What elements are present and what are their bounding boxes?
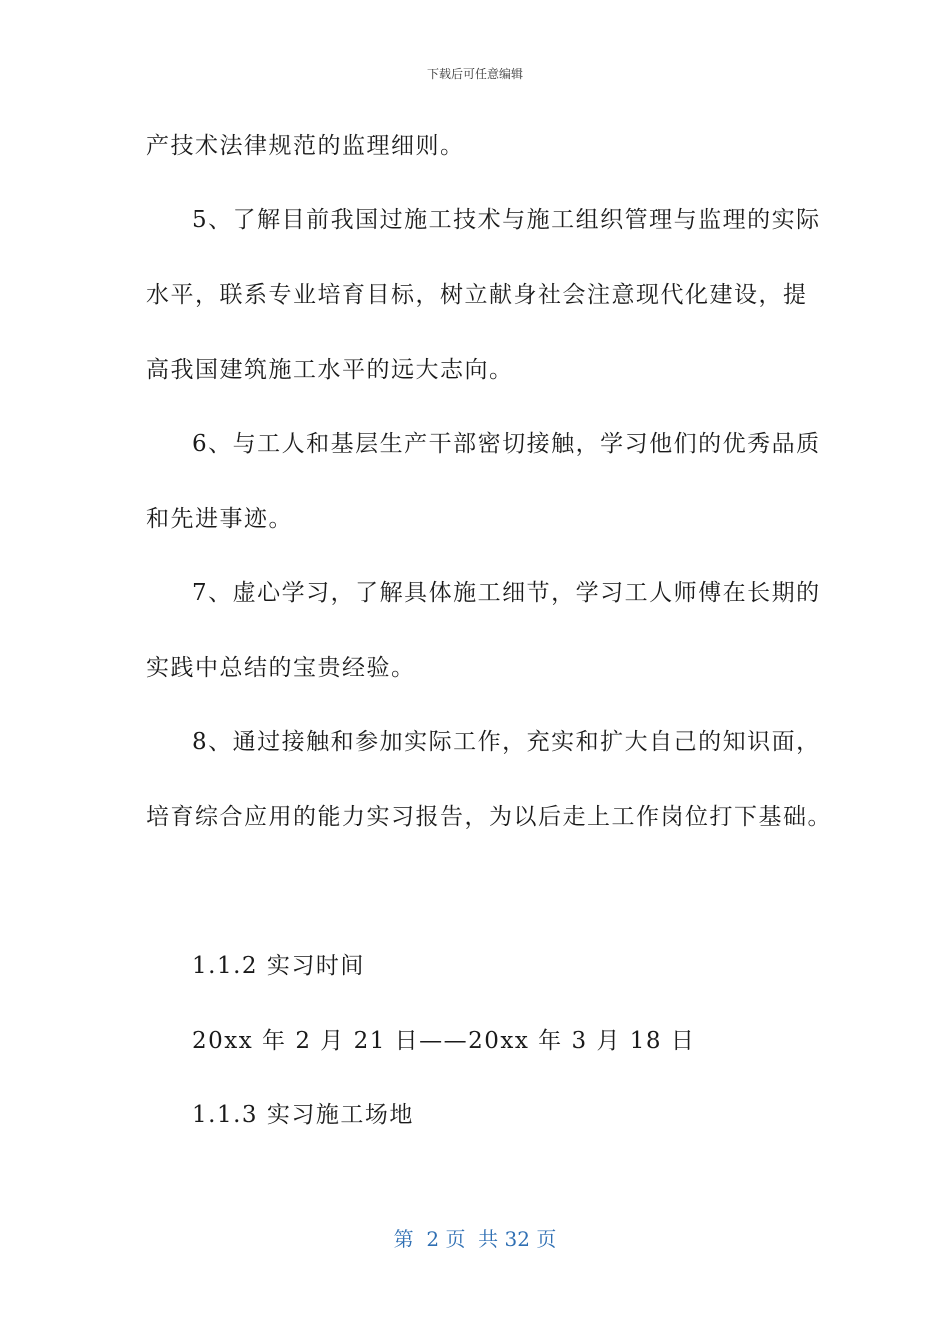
paragraph-line: 培育综合应用的能力实习报告，为以后走上工作岗位打下基础。 (146, 804, 832, 830)
paragraph-line: 高我国建筑施工水平的远大志向。 (146, 357, 514, 383)
paragraph-line: 水平，联系专业培育目标，树立献身社会注意现代化建设，提 (146, 282, 808, 308)
page-header-note: 下载后可任意编辑 (426, 67, 523, 81)
paragraph-line: 产技术法律规范的监理细则。 (146, 133, 465, 159)
internship-date-range: 20xx 年 2 月 21 日——20xx 年 3 月 18 日 (192, 1028, 696, 1054)
section-heading-internship-time: 1.1.2 实习时间 (192, 953, 365, 979)
section-heading-internship-site: 1.1.3 实习施工场地 (192, 1102, 414, 1128)
paragraph-line: 5、了解目前我国过施工技术与施工组织管理与监理的实际 (192, 207, 821, 233)
page-number-footer: 第 2 页 共 32 页 (393, 1227, 557, 1251)
paragraph-line: 7、虚心学习，了解具体施工细节，学习工人师傅在长期的 (192, 580, 821, 606)
paragraph-line: 实践中总结的宝贵经验。 (146, 655, 416, 681)
paragraph-line: 8、通过接触和参加实际工作，充实和扩大自己的知识面， (192, 729, 821, 755)
paragraph-line: 6、与工人和基层生产干部密切接触，学习他们的优秀品质 (192, 431, 821, 457)
paragraph-line: 和先进事迹。 (146, 506, 293, 532)
